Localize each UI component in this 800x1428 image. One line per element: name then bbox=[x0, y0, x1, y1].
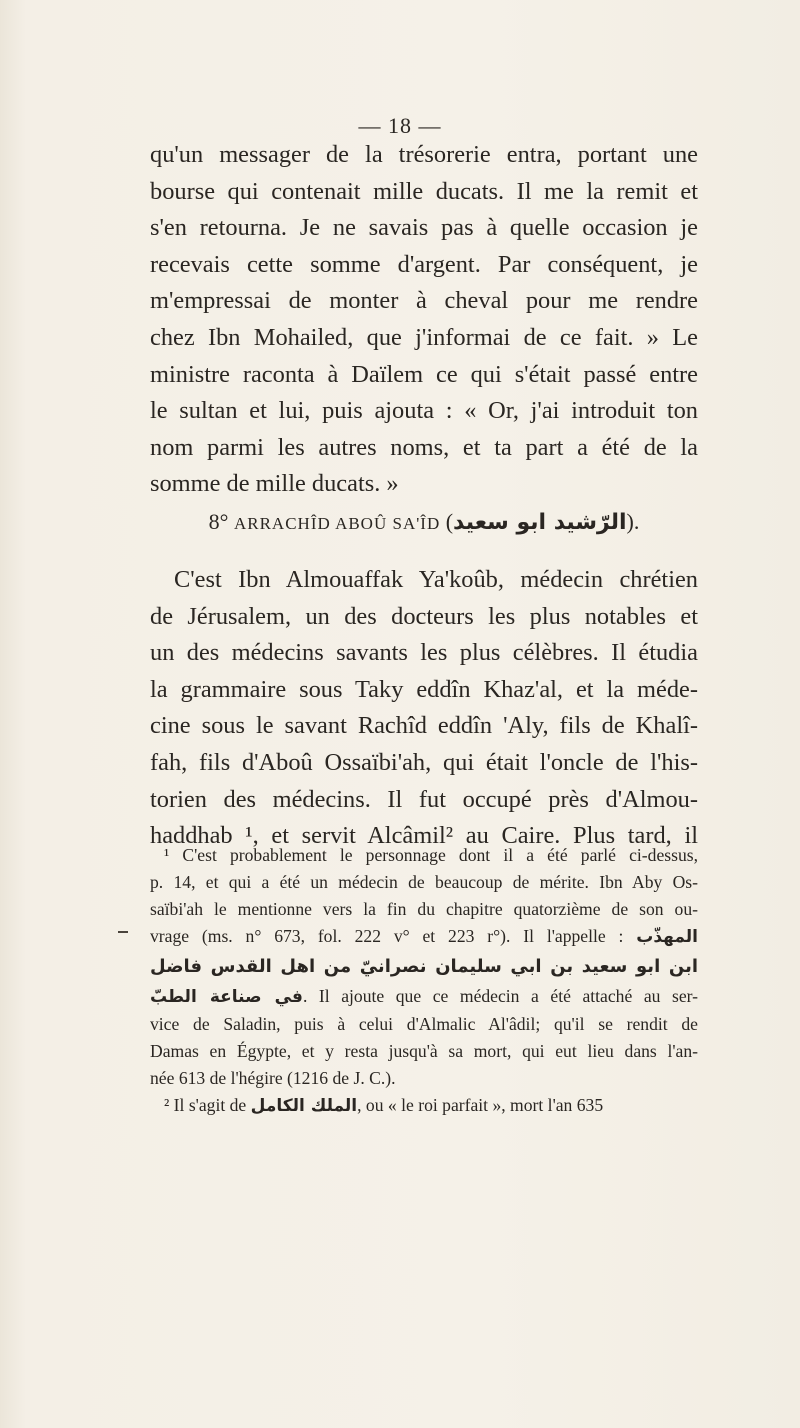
text-line: torien des médecins. Il fut occupé près d'Almou- bbox=[150, 785, 698, 813]
footnote-line bbox=[150, 1092, 698, 1120]
section-arabic-name: الرّشيد ابو سعيد bbox=[453, 510, 627, 535]
text-line: s'en retourna. Je ne savais pas à quelle occasion je bbox=[150, 214, 698, 242]
page-number: — 18 — bbox=[358, 113, 442, 138]
text-line: qu'un messager de la trésorerie entra, portant une bbox=[150, 141, 698, 168]
footnote-arabic: المهذّب bbox=[636, 927, 698, 947]
section-number: 8° bbox=[208, 509, 229, 534]
text-line: C'est Ibn Almouaffak Ya'koûb, médecin chrétien bbox=[174, 566, 698, 593]
footnotes bbox=[150, 842, 698, 1120]
footnote-arabic-line: ابن ابو سعيد بن ابي سليمان نصرانيّ من اهل القدس فاضل bbox=[150, 956, 698, 977]
footnote-text: , ou « le roi parfait », mort l'an 635 bbox=[357, 1095, 604, 1115]
text-line: m'empressai de monter à cheval pour me rendre bbox=[150, 287, 698, 315]
section-name: ARRACHÎD ABOÛ SA'ÎD bbox=[233, 514, 441, 533]
footnote-line bbox=[150, 923, 698, 951]
paragraph-1 bbox=[150, 137, 698, 503]
text-line: un des médecins savants les plus célèbres. Il étudia bbox=[150, 639, 698, 667]
footnote-line: p. 14, et qui a été un médecin de beaucoup de mérite. Ibn Aby Os- bbox=[150, 872, 698, 892]
footnote-text: . Il ajoute que ce médecin a été attaché au ser- bbox=[302, 986, 699, 1006]
footnote-line: ¹ C'est probablement le personnage dont il a été parlé ci-dessus, bbox=[164, 845, 698, 865]
text-line: recevais cette somme d'argent. Par conséquent, je bbox=[150, 250, 698, 278]
footnote-line: saïbi'ah le mentionne vers la fin du chapitre quatorzième de son ou- bbox=[150, 899, 698, 919]
footnote-line: vice de Saladin, puis à celui d'Almalic Al'âdil; qu'il se rendit de bbox=[150, 1014, 698, 1034]
text-line: de Jérusalem, un des docteurs les plus notables et bbox=[150, 602, 698, 630]
text-line: somme de mille ducats. » bbox=[150, 470, 399, 498]
section-heading bbox=[150, 502, 698, 544]
text-line: la grammaire sous Taky eddîn Khaz'al, et la méde- bbox=[150, 675, 698, 703]
text-line: ministre raconta à Daïlem ce qui s'était passé entre bbox=[150, 360, 698, 388]
footnote-arabic: الملك الكامل bbox=[250, 1096, 358, 1116]
text-line: haddhab ¹, et servit Alcâmil² au Caire. Plus tard, il bbox=[150, 822, 698, 850]
text-line: fah, fils d'Aboû Ossaïbi'ah, qui était l'oncle de l'his- bbox=[150, 748, 698, 776]
text-line: le sultan et lui, puis ajouta : « Or, j'ai introduit ton bbox=[150, 397, 698, 425]
text-line: chez Ibn Mohailed, que j'informai de ce fait. » Le bbox=[150, 323, 698, 351]
paren-open: ( bbox=[445, 509, 454, 534]
text-line: cine sous le savant Rachîd eddîn 'Aly, fils de Khalî- bbox=[150, 712, 698, 740]
footnote-line bbox=[150, 983, 698, 1011]
footnote-arabic: في صناعة الطبّ bbox=[150, 987, 303, 1007]
footnote-line: Damas en Égypte, et y resta jusqu'à sa mort, qui eut lieu dans l'an- bbox=[150, 1041, 698, 1061]
footnote-text: ² Il s'agit de bbox=[164, 1095, 247, 1115]
text-line: bourse qui contenait mille ducats. Il me la remit et bbox=[150, 177, 698, 205]
paragraph-2 bbox=[150, 562, 698, 855]
margin-dash bbox=[118, 931, 128, 933]
text-line: nom parmi les autres noms, et ta part a été de la bbox=[150, 433, 698, 461]
paren-close: ). bbox=[626, 509, 640, 534]
footnote-line: née 613 de l'hégire (1216 de J. C.). bbox=[150, 1068, 396, 1088]
footnote-text: vrage (ms. n° 673, fol. 222 v° et 223 r°). Il l'appelle : bbox=[150, 926, 624, 946]
